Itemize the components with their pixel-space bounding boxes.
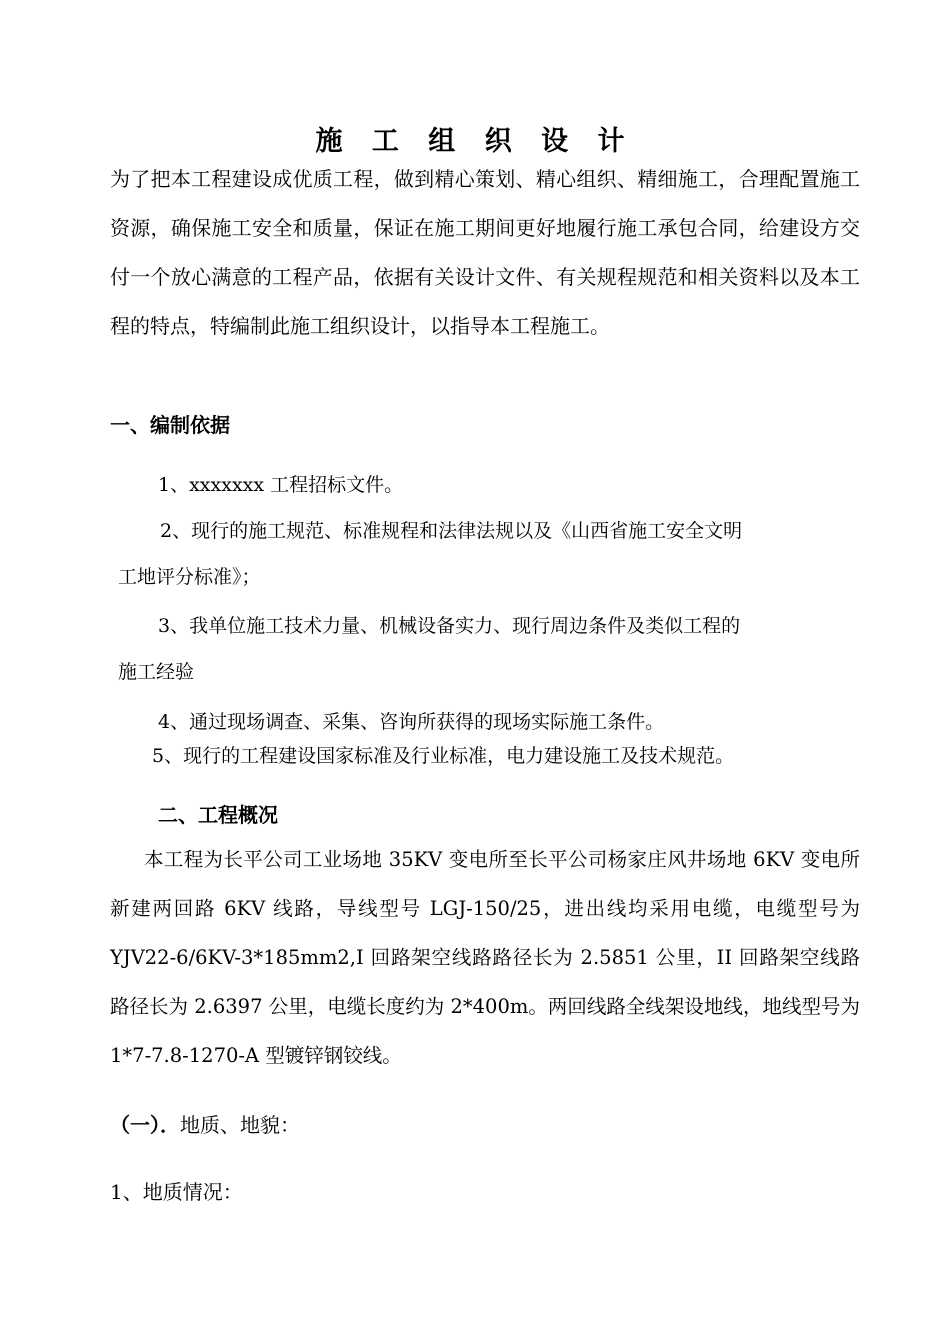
basis-item-2-line-1: 2、现行的施工规范、标准规程和法律法规以及《山西省施工安全文明 bbox=[160, 520, 743, 542]
geology-item-1: 1、地质情况： bbox=[110, 1180, 243, 1204]
basis-item-2-line-2: 工地评分标准》； bbox=[118, 566, 261, 588]
basis-item-4: 4、通过现场调查、采集、咨询所获得的现场实际施工条件。 bbox=[158, 711, 665, 733]
basis-item-3-line-2: 施工经验 bbox=[118, 661, 195, 683]
basis-item-3 bbox=[110, 603, 865, 695]
subsection-number: （一）． bbox=[110, 1113, 180, 1137]
basis-item-1: 1、xxxxxxx 工程招标文件。 bbox=[158, 474, 404, 496]
intro-paragraph: 为了把本工程建设成优质工程，做到精心策划、精心组织、精细施工，合理配置施工资源，确保施工安全和质量，保证在施工期间更好地履行施工承包合同，给建设方交付一个放心满意的工程产品，依据有关设计文件、有关规程规范和相关资料以及本工程的特点，特编制此施工组织设计，以指导本工程施工。 bbox=[110, 167, 860, 338]
basis-item-5: 5、现行的工程建设国家标准及行业标准，电力建设施工及技术规范。 bbox=[152, 745, 735, 767]
overview-text: 本工程为长平公司工业场地 35KV 变电所至长平公司杨家庄风井场地 6KV 变电所新建两回路 6KV 线路，导线型号 LGJ-150/25，进出线均采用电缆，电缆型号为 YJV22-6/6KV-3*185mm2,I 回路架空线路路径长为 2.5851 公里，II 回路架空线路路径长为 2.6397 公里，电缆长度约为 2*400m。两回线路全线架设地线，地线型号为 1*7-7.8-1270-A 型镀锌钢铰线。 bbox=[110, 848, 860, 1067]
subsection-geology-heading bbox=[110, 1108, 300, 1142]
basis-item-2 bbox=[110, 508, 865, 600]
overview-paragraph bbox=[110, 835, 860, 1080]
section-heading-basis: 一、编制依据 bbox=[110, 413, 230, 437]
section-heading-overview: 二、工程概况 bbox=[158, 803, 278, 827]
subsection-title: 地质、地貌： bbox=[180, 1113, 300, 1137]
basis-item-3-line-1: 3、我单位施工技术力量、机械设备实力、现行周边条件及类似工程的 bbox=[158, 615, 741, 637]
document-title: 施 工 组 织 设 计 bbox=[315, 126, 635, 158]
